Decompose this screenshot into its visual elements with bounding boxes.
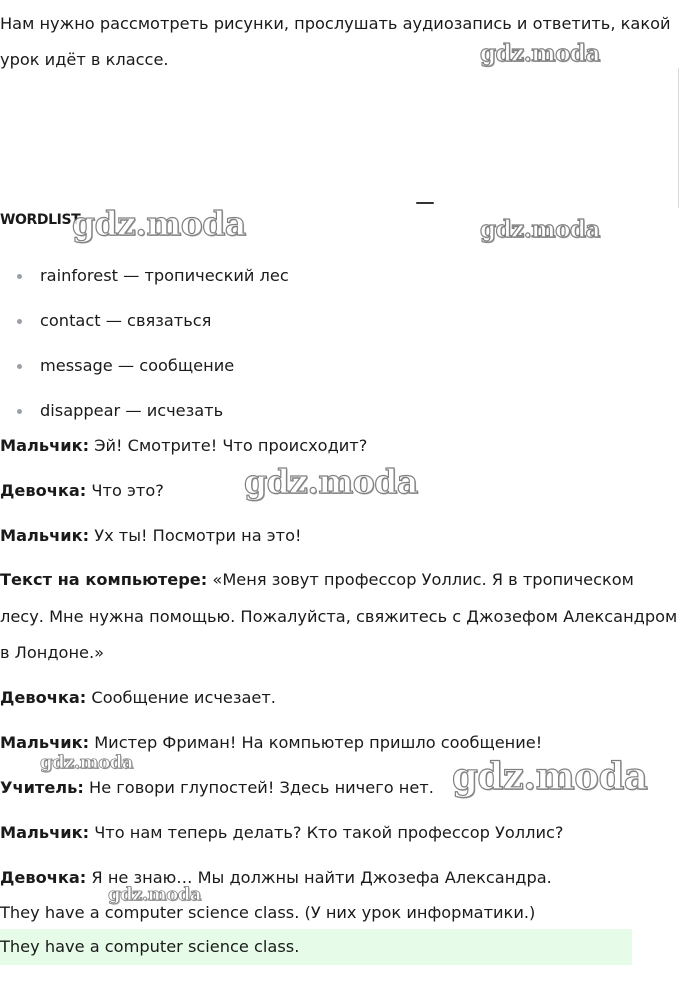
watermark-logo: gdz.moda [108,884,201,905]
bullet-icon [17,274,22,279]
dialogue-text: Я не знаю… Мы должны найти Джозефа Александра. [86,868,552,887]
wordlist-item-text: message — сообщение [40,356,235,375]
watermark-logo: gdz.moda [480,216,600,243]
dialogue-line [0,479,164,503]
watermark-logo: gdz.moda [480,40,600,67]
wordlist-item-text: rainforest — тропический лес [40,266,289,285]
speaker-name: Текст на компьютере [0,570,201,589]
speaker-name: Мальчик [0,823,83,842]
speaker-name: Девочка [0,688,80,707]
dialogue-line [0,434,367,458]
speaker-colon: : [77,778,84,797]
watermark-logo: gdz.moda [452,754,648,798]
dialogue-text: Сообщение исчезает. [86,688,276,707]
speaker-name: Учитель [0,778,78,797]
dialogue-text: Что нам теперь делать? Кто такой профессор Уоллис? [89,823,564,842]
wordlist-title: WORDLIST [0,212,81,228]
task-intro: Нам нужно рассмотреть рисунки, прослушать аудиозапись и ответить, какой урок идёт в классе. [0,14,671,69]
bullet-icon [17,319,22,324]
dialogue-paragraph [0,562,680,672]
dialogue-line [0,866,552,890]
speaker-name: Девочка [0,868,80,887]
dialogue-text: Не говори глупостей! Здесь ничего нет. [83,778,434,797]
speaker-colon: : [82,733,90,752]
bullet-icon [17,364,22,369]
wordlist-item-text: disappear — исчезать [40,401,224,420]
answer-box [0,929,632,965]
watermark-logo: gdz.moda [72,204,246,243]
dialogue-line [0,686,276,710]
dialogue-text: Что это? [86,481,164,500]
dialogue-line [0,776,434,800]
dialogue-text: Ух ты! Посмотри на это! [89,526,302,545]
speaker-colon: : [79,868,87,887]
speaker-colon: : [79,481,87,500]
wordlist-item-text: contact — связаться [40,311,212,330]
speaker-colon: : [200,570,208,589]
speaker-name: Мальчик [0,436,83,455]
dialogue-text: Эй! Смотрите! Что происходит? [89,436,368,455]
speaker-colon: : [82,526,90,545]
speaker-name: Мальчик [0,526,83,545]
dialogue-text: «Меня зовут профессор Уоллис. Я в тропическом лесу. Мне нужна помощью. Пожалуйста, свяжитесь с Джозефом Александром в Лондоне.» [0,570,678,662]
bullet-icon [17,409,22,414]
speaker-name: Мальчик [0,733,83,752]
dash-mark [416,202,434,204]
speaker-colon: : [79,688,87,707]
dialogue-line [0,821,564,845]
dialogue-text: Мистер Фриман! На компьютер пришло сообщение! [89,733,543,752]
watermark-logo: gdz.moda [40,752,133,773]
translation-line: They have a computer science class. (У них урок информатики.) [0,903,536,922]
speaker-colon: : [82,436,90,455]
right-divider [678,68,679,208]
answer-text: They have a computer science class. [0,937,300,956]
speaker-name: Девочка [0,481,80,500]
speaker-colon: : [82,823,90,842]
watermark-logo: gdz.moda [244,462,418,501]
dialogue-line [0,524,301,548]
